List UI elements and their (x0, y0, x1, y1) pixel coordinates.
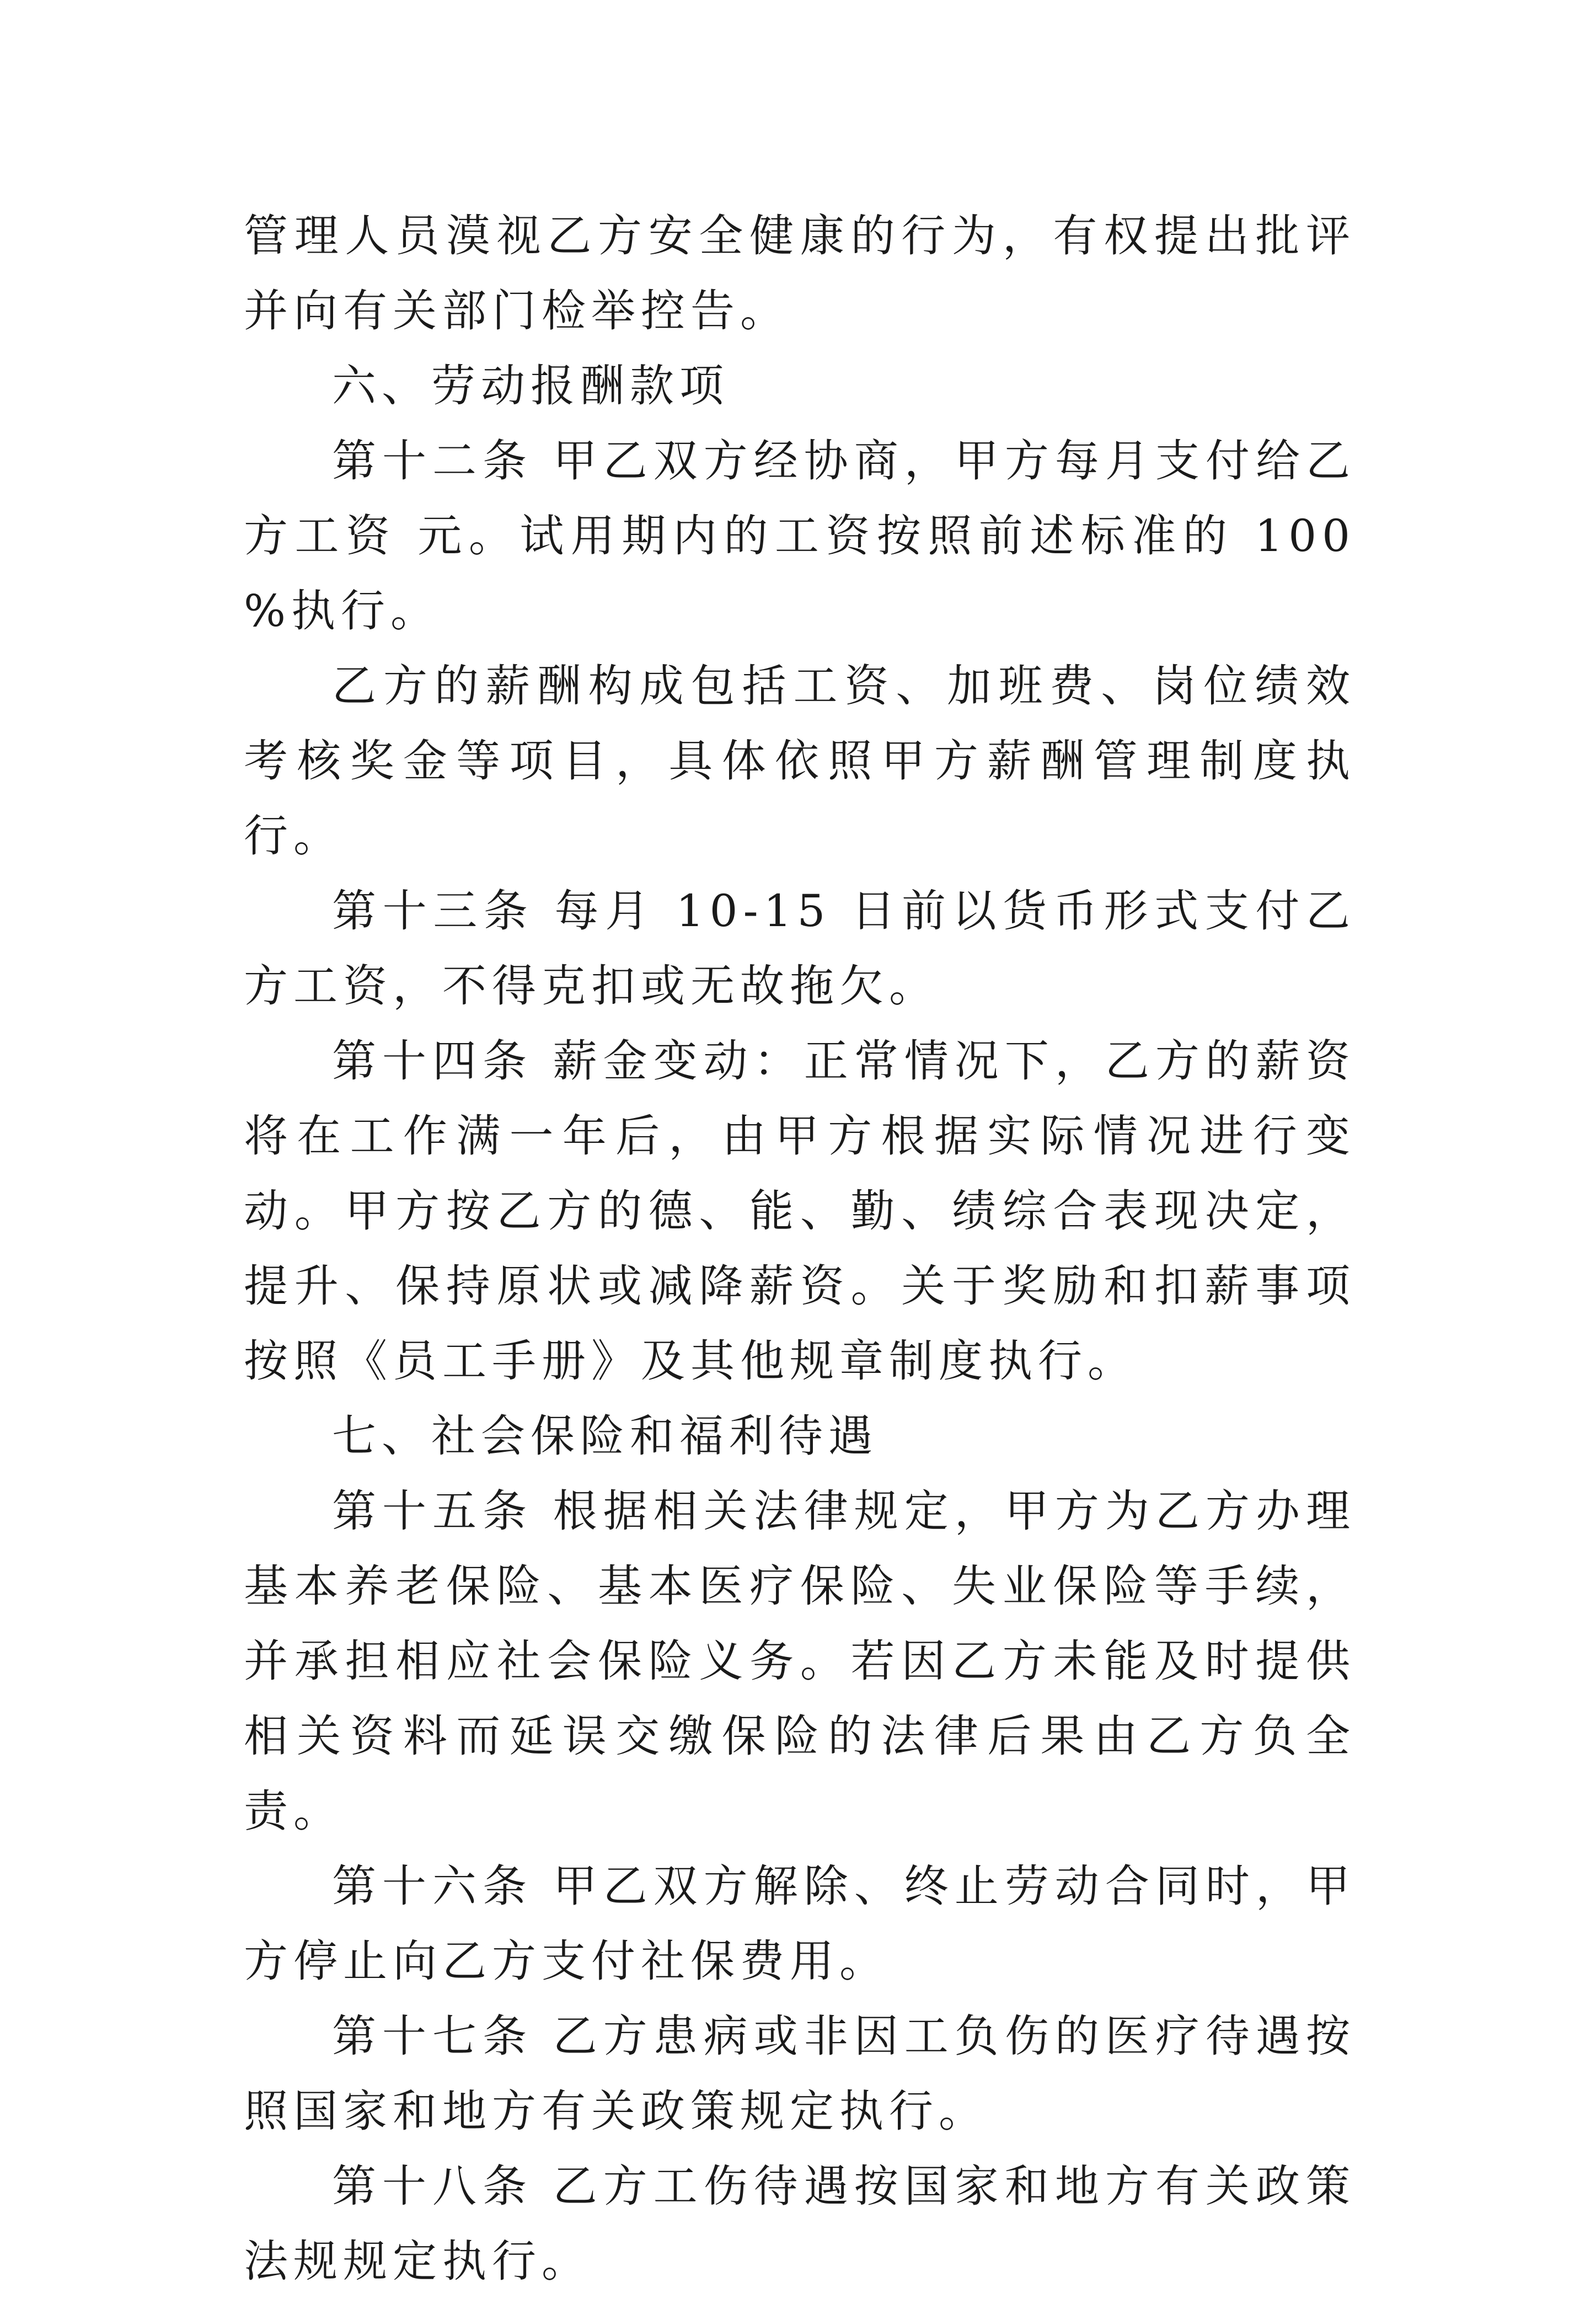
article-15-paragraph: 第十五条 根据相关法律规定，甲方为乙方办理基本养老保险、基本医疗保险、失业保险等手续，并承担相应社会保险义务。若因乙方未能及时提供相关资料而延误交缴保险的法律后果由乙方负全责。 (244, 1485, 1356, 1837)
paragraph-continuation: 管理人员漠视乙方安全健康的行为，有权提出批评并向有关部门检举控告。 (244, 210, 1356, 336)
salary-structure-paragraph: 乙方的薪酬构成包括工资、加班费、岗位绩效考核奖金等项目，具体依照甲方薪酬管理制度执行。 (244, 660, 1356, 862)
article-17-paragraph: 第十七条 乙方患病或非因工负伤的医疗待遇按照国家和地方有关政策规定执行。 (244, 2011, 1356, 2137)
section-heading-labor-remuneration: 六、劳动报酬款项 (332, 360, 729, 411)
article-16-paragraph: 第十六条 甲乙双方解除、终止劳动合同时，甲方停止向乙方支付社保费用。 (244, 1860, 1356, 1987)
document-body (244, 199, 1356, 2299)
section-heading-social-insurance: 七、社会保险和福利待遇 (332, 1410, 878, 1462)
article-12-paragraph: 第十二条 甲乙双方经协商，甲方每月支付给乙方工资 元。试用期内的工资按照前述标准的 100 %执行。 (244, 435, 1356, 637)
article-14-paragraph: 第十四条 薪金变动：正常情况下，乙方的薪资将在工作满一年后，由甲方根据实际情况进行变动。甲方按乙方的德、能、勤、绩综合表现决定，提升、保持原状或减降薪资。关于奖励和扣薪事项按照《员工手册》及其他规章制度执行。 (244, 1035, 1356, 1387)
article-18-paragraph: 第十八条 乙方工伤待遇按国家和地方有关政策法规规定执行。 (244, 2161, 1356, 2287)
article-13-paragraph: 第十三条 每月 10-15 日前以货币形式支付乙方工资，不得克扣或无故拖欠。 (244, 885, 1356, 1012)
